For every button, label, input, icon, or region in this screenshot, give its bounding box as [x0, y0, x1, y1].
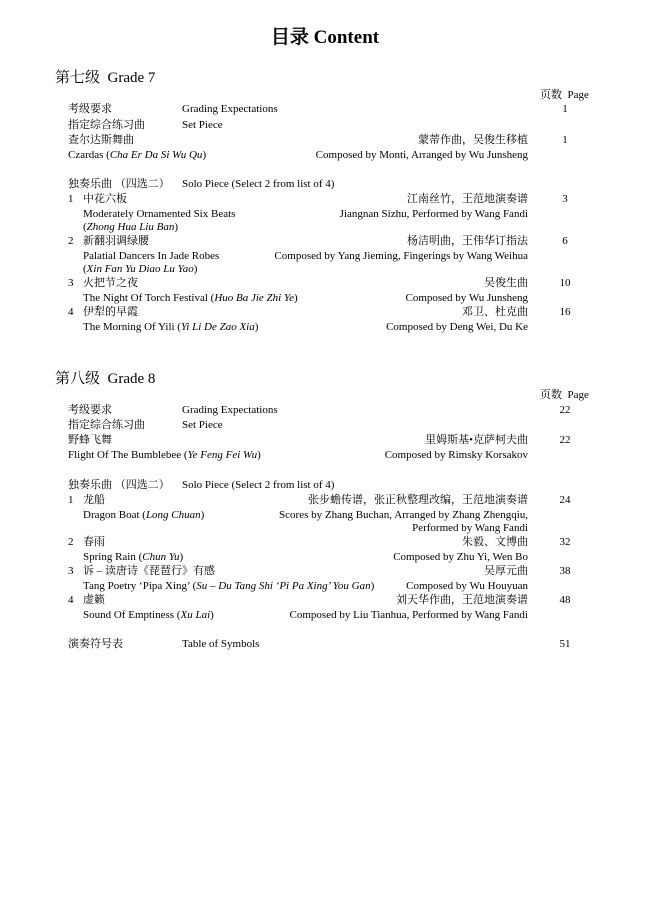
page-number: 16: [559, 306, 571, 318]
composer-en: Composed by Monti, Arranged by Wu Junsheng: [315, 149, 528, 161]
toc-row-set-piece-item: [0, 133, 650, 147]
piece-title-en: [83, 608, 214, 622]
composer-zh: 朱毅、文博曲: [462, 536, 528, 548]
title-text: ): [179, 551, 184, 563]
page-number: 22: [559, 404, 571, 416]
section-label-zh: 指定综合练习曲: [68, 419, 145, 431]
section-label-en: Solo Piece (Select 2 from list of 4): [182, 479, 335, 491]
page-number: 3: [562, 193, 568, 205]
composer-en-continued: Performed by Wang Fandi: [412, 522, 528, 534]
toc-row-set-piece-item: [0, 433, 650, 447]
section-label-zh: 指定综合练习曲: [68, 119, 145, 131]
toc-row-piece-en: [0, 508, 650, 522]
piece-title-zh: 查尔达斯舞曲: [68, 134, 134, 146]
toc-row-piece-en: [0, 207, 650, 221]
composer-en: Composed by Deng Wei, Du Ke: [386, 321, 528, 333]
composer-zh: 江南丝竹，王范地演奏谱: [407, 193, 528, 205]
piece-title-en: [83, 550, 183, 564]
piece-title-zh: 春雨: [83, 536, 105, 548]
title-text: (: [83, 263, 87, 275]
page-column-header: 页数 Page: [540, 389, 589, 401]
pinyin-title: Long Chuan: [145, 509, 201, 521]
entry-title-zh: 演奏符号表: [68, 638, 123, 650]
piece-number: 2: [68, 536, 74, 548]
piece-title-en: [68, 448, 261, 462]
page-number: 10: [559, 277, 571, 289]
pinyin-title: Zhong Hua Liu Ban: [86, 221, 175, 233]
title-text: The Morning Of Yili (: [83, 321, 181, 333]
toc-row-piece: [0, 593, 650, 607]
entry-title-zh: 考级要求: [68, 404, 112, 416]
composer-en: Composed by Yang Jieming, Fingerings by Wang Weihua: [274, 250, 528, 262]
title-text: ): [193, 263, 198, 275]
page-number: 1: [562, 103, 568, 115]
composer-en: Composed by Zhu Yi, Wen Bo: [393, 551, 528, 563]
toc-row-piece: [0, 192, 650, 206]
section-label-zh: 独奏乐曲 （四选二）: [68, 178, 170, 190]
composer-en: Scores by Zhang Buchan, Arranged by Zhang Zhengqiu,: [279, 509, 528, 521]
toc-row-piece: [0, 535, 650, 549]
piece-title-zh: 火把节之夜: [83, 277, 138, 289]
toc-row-piece-en-cont: [0, 521, 650, 535]
page-number: 48: [559, 594, 571, 606]
piece-number: 1: [68, 494, 74, 506]
composer-zh: 吴厚元曲: [484, 565, 528, 577]
piece-title-zh: 中花六板: [83, 193, 127, 205]
composer-en: Composed by Rimsky Korsakov: [384, 449, 528, 461]
pinyin-title: Chun Yu: [142, 551, 180, 563]
piece-number: 3: [68, 565, 74, 577]
composer-en: Jiangnan Sizhu, Performed by Wang Fandi: [339, 208, 528, 220]
title-text: Sound Of Emptiness (: [83, 609, 181, 621]
page-number: 38: [559, 565, 571, 577]
pinyin-title: Cha Er Da Si Wu Qu: [109, 149, 203, 161]
title-text: ): [293, 292, 298, 304]
toc-row-piece-en: [0, 291, 650, 305]
toc-row-piece: [0, 564, 650, 578]
title-text: ): [370, 580, 375, 592]
page-number: 1: [562, 134, 568, 146]
entry-title-zh: 考级要求: [68, 103, 112, 115]
title-text: ): [210, 609, 214, 621]
section-label-en: Solo Piece (Select 2 from list of 4): [182, 178, 335, 190]
toc-row-table-of-symbols: [0, 637, 650, 651]
toc-row-piece: [0, 234, 650, 248]
page-number: 24: [559, 494, 571, 506]
piece-number: 4: [68, 306, 74, 318]
toc-row-piece: [0, 276, 650, 290]
title-text: Spring Rain (: [83, 551, 143, 563]
piece-pinyin-line: [83, 220, 178, 234]
page-column-header: 页数 Page: [540, 89, 589, 101]
title-text: ): [257, 449, 261, 461]
pinyin-title: Huo Ba Jie Zhi Ye: [214, 292, 294, 304]
toc-row-set-piece-item-en: [0, 448, 650, 462]
title-text: Flight Of The Bumblebee (: [68, 449, 188, 461]
title-text: ): [200, 509, 205, 521]
composer-zh: 吴俊生曲: [484, 277, 528, 289]
composer-en: Composed by Wu Houyuan: [406, 580, 528, 592]
composer-zh: 蒙蒂作曲，吴俊生移植: [418, 134, 528, 146]
piece-number: 4: [68, 594, 74, 606]
title-text: Czardas (: [68, 149, 110, 161]
toc-row-piece-pinyin: [0, 220, 650, 234]
piece-title-zh: 龙船: [83, 494, 105, 506]
page-header-row: [0, 388, 650, 402]
title-text: ): [202, 149, 207, 161]
page-number: 22: [559, 434, 571, 446]
toc-row-set-piece: [0, 118, 650, 132]
title-text: The Night Of Torch Festival (: [83, 292, 215, 304]
toc-row-grading-expectations: [0, 403, 650, 417]
piece-title-zh: 伊犁的早霞: [83, 306, 138, 318]
toc-row-piece: [0, 493, 650, 507]
toc-row-set-piece: [0, 418, 650, 432]
grade-8-heading: 第八级 Grade 8: [55, 371, 156, 387]
pinyin-title: Ye Feng Fei Wu: [187, 449, 258, 461]
piece-title-en: [83, 320, 258, 334]
pinyin-title: Su – Du Tang Shi ‘Pi Pa Xing’ You Gan: [196, 580, 371, 592]
page-number: 32: [559, 536, 571, 548]
composer-zh: 刘天华作曲，王范地演奏谱: [396, 594, 528, 606]
toc-row-piece-en: [0, 249, 650, 263]
page-header-row: [0, 88, 650, 102]
entry-title-en: Grading Expectations: [182, 404, 278, 416]
piece-title-en: Palatial Dancers In Jade Robes: [83, 250, 220, 262]
page-title: 目录 Content: [270, 27, 380, 48]
toc-row-piece-en: [0, 550, 650, 564]
piece-number: 1: [68, 193, 74, 205]
composer-zh: 杨洁明曲，王伟华订指法: [407, 235, 528, 247]
title-text: Dragon Boat (: [83, 509, 146, 521]
toc-row-piece-en: [0, 608, 650, 622]
page-number: 51: [559, 638, 571, 650]
entry-title-en: Grading Expectations: [182, 103, 278, 115]
piece-number: 2: [68, 235, 74, 247]
toc-row-set-piece-item-en: [0, 148, 650, 162]
piece-title-en: [68, 148, 206, 162]
title-text: ): [174, 221, 179, 233]
piece-title-zh: 野蜂飞舞: [68, 434, 112, 446]
piece-title-zh: 诉 – 读唐诗《琵琶行》有感: [83, 565, 215, 577]
title-text: Tang Poetry ‘Pipa Xing’ (: [83, 580, 197, 592]
grade-7-heading: 第七级 Grade 7: [55, 70, 156, 86]
piece-title-zh: 虚籁: [83, 594, 105, 606]
pinyin-title: Xin Fan Yu Diao Lu Yao: [86, 263, 194, 275]
page-number: 6: [562, 235, 568, 247]
section-label-en: Set Piece: [182, 419, 223, 431]
composer-zh: 里姆斯基•克萨柯夫曲: [425, 434, 528, 446]
entry-title-en: Table of Symbols: [182, 638, 260, 650]
toc-row-solo-piece: [0, 478, 650, 492]
piece-number: 3: [68, 277, 74, 289]
piece-title-zh: 新翻羽调绿腰: [83, 235, 149, 247]
piece-pinyin-line: [83, 262, 197, 276]
piece-title-en: Moderately Ornamented Six Beats: [83, 208, 236, 220]
toc-row-piece-en: [0, 320, 650, 334]
composer-en: Composed by Wu Junsheng: [405, 292, 528, 304]
toc-row-piece: [0, 305, 650, 319]
composer-zh: 张步蟾传谱，张正秋整理改编，王范地演奏谱: [308, 494, 528, 506]
pinyin-title: Xu Lai: [180, 609, 211, 621]
toc-row-piece-en: [0, 579, 650, 593]
toc-row-piece-pinyin: [0, 262, 650, 276]
pinyin-title: Yi Li De Zao Xia: [180, 321, 255, 333]
section-label-en: Set Piece: [182, 119, 223, 131]
piece-title-en: [83, 508, 204, 522]
piece-title-en: [83, 579, 374, 593]
toc-row-solo-piece: [0, 177, 650, 191]
section-label-zh: 独奏乐曲 （四选二）: [68, 479, 170, 491]
title-text: (: [83, 221, 87, 233]
composer-en: Composed by Liu Tianhua, Performed by Wang Fandi: [289, 609, 528, 621]
composer-zh: 邓卫、杜克曲: [462, 306, 528, 318]
toc-row-grading-expectations: [0, 102, 650, 116]
title-text: ): [254, 321, 259, 333]
piece-title-en: [83, 291, 298, 305]
